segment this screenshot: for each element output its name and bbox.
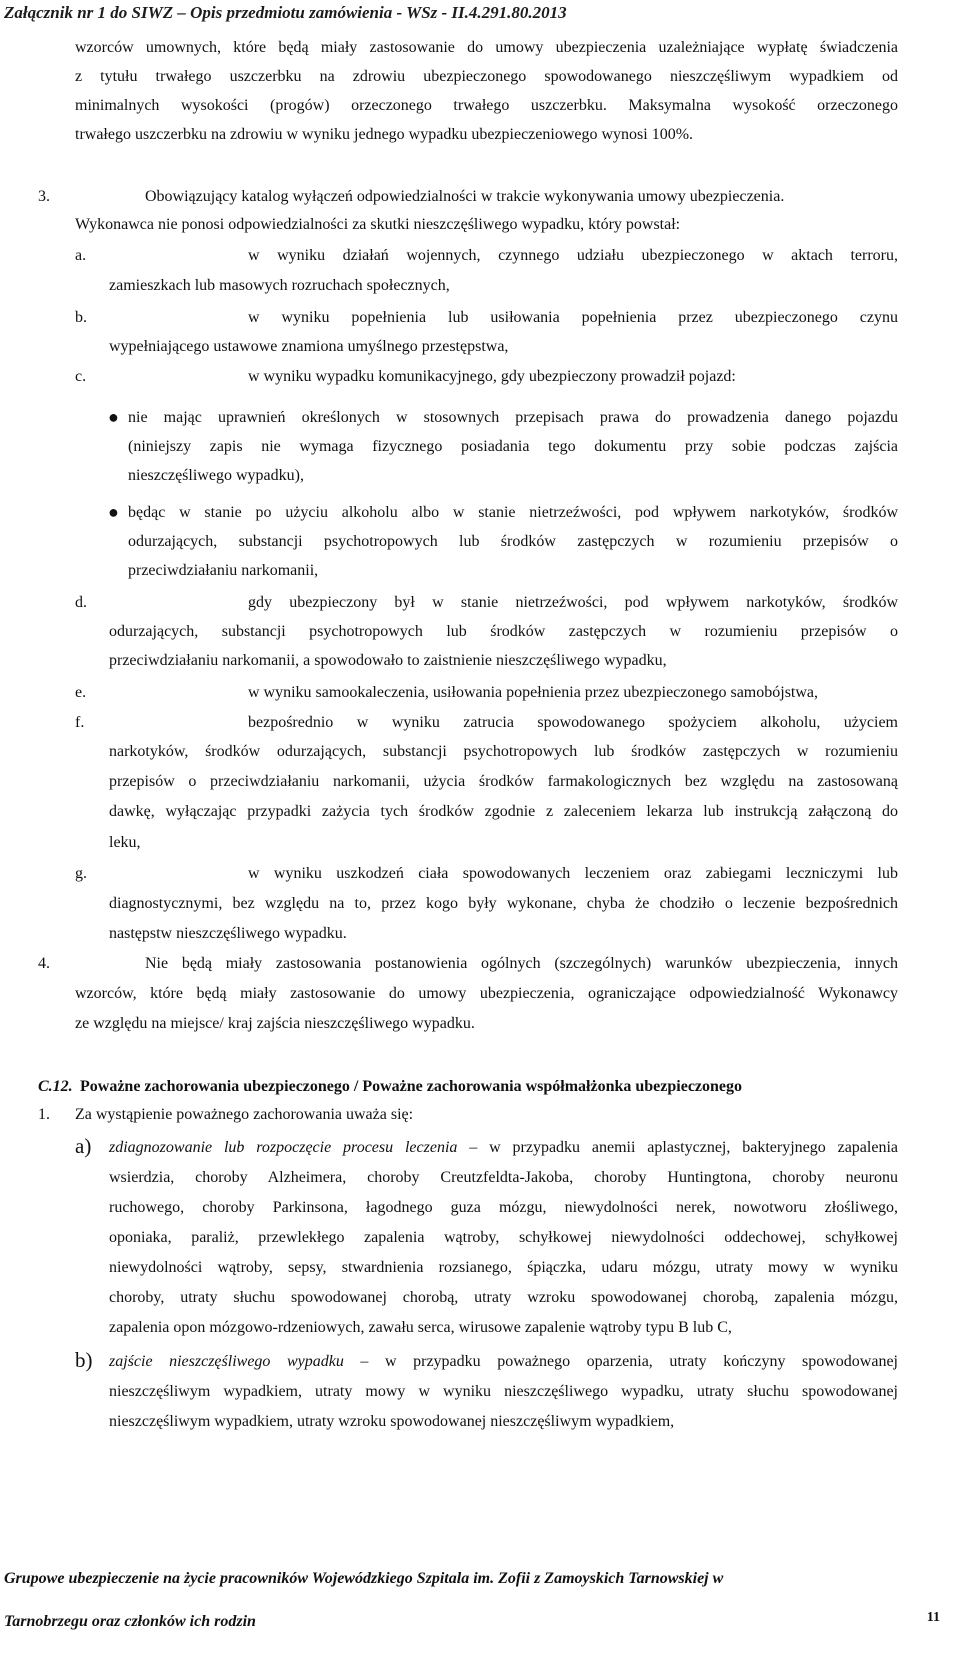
item-c-line-1: w wyniku wypadku komunikacyjnego, gdy ubezpieczony prowadził pojazd:	[248, 368, 736, 385]
c12-item-1-number: 1.	[38, 1106, 50, 1123]
c12-a-line-6: choroby, utraty słuchu spowodowanej chorobą, utraty wzroku spowodowanej chorobą, zapalenia mózgu,	[109, 1289, 898, 1306]
section-4-number: 4.	[38, 955, 50, 972]
item-c-bullet-1-line-2: (niniejszy zapis nie wymaga fizycznego posiadania tego dokumentu przy sobie podczas zajścia	[128, 438, 898, 455]
item-e-line-1: w wyniku samookaleczenia, usiłowania popełnienia przez ubezpieczonego samobójstwa,	[248, 684, 819, 701]
intro-line-1: wzorców umownych, które będą miały zastosowanie do umowy ubezpieczenia uzależniające wypłatę świadczenia	[75, 39, 898, 56]
section-3-number: 3.	[38, 188, 50, 205]
item-b-line-2: wypełniającego ustawowe znamiona umyślnego przestępstwa,	[109, 338, 509, 355]
section-c12-title: Poważne zachorowania ubezpieczonego / Poważne zachorowania współmałżonka ubezpieczonego	[80, 1078, 743, 1095]
item-c-label: c.	[75, 368, 87, 385]
c12-a-line-4: oponiaka, paraliż, przewlekłego zapalenia wątroby, schyłkowej niewydolności oddechowej, schyłkowej	[109, 1229, 898, 1246]
item-c-bullet-2-line-3: przeciwdziałaniu narkomanii,	[128, 562, 319, 579]
footer-line-1: Grupowe ubezpieczenie na życie pracowników Wojewódzkiego Szpitala im. Zofii z Zamoyskich Tarnowskiej w	[4, 1570, 724, 1587]
c12-a-line-5: niewydolności wątroby, sepsy, stwardnienia rozsianego, śpiączka, udaru mózgu, utraty mowy w wyniku	[109, 1259, 898, 1276]
item-f-line-3: przepisów o przeciwdziałaniu narkomanii, użycia środków farmakologicznych bez względu na zastosowaną	[109, 773, 898, 790]
c12-item-1-text: Za wystąpienie poważnego zachorowania uważa się:	[75, 1106, 414, 1123]
item-d-line-2: odurzających, substancji psychotropowych lub środków zastępczych w rozumieniu przepisów o	[109, 623, 898, 640]
section-3-title: Obowiązujący katalog wyłączeń odpowiedzialności w trakcie wykonywania umowy ubezpieczenia.	[145, 188, 785, 205]
item-g-line-1: w wyniku uszkodzeń ciała spowodowanych leczeniem oraz zabiegami leczniczymi lub	[248, 865, 898, 882]
item-g-label: g.	[75, 865, 87, 882]
item-c-bullet-1-line-1: nie mając uprawnień określonych w stosownych przepisach prawa do prowadzenia danego pojazdu	[128, 409, 898, 426]
item-f-label: f.	[75, 714, 85, 731]
item-d-line-1: gdy ubezpieczony był w stanie nietrzeźwości, pod wpływem narkotyków, środków	[248, 594, 898, 611]
item-a-label: a.	[75, 247, 87, 264]
intro-line-2: z tytułu trwałego uszczerbku na zdrowiu ubezpieczonego spowodowanego nieszczęśliwym wypadkiem od	[75, 68, 898, 85]
intro-line-3: minimalnych wysokości (progów) orzeczonego trwałego uszczerbku. Maksymalna wysokość orzeczonego	[75, 97, 898, 114]
c12-a-italic: zdiagnozowanie lub rozpoczęcie procesu leczenia	[109, 1139, 458, 1156]
c12-b-rest: – w przypadku poważnego oparzenia, utraty kończyny spowodowanej	[343, 1353, 898, 1370]
item-a-line-1: w wyniku działań wojennych, czynnego udziału ubezpieczonego w aktach terroru,	[248, 247, 898, 264]
c12-a-line-3: ruchowego, choroby Parkinsona, łagodnego guza mózgu, niewydolności nerek, nowotworu złośliwego,	[109, 1199, 898, 1216]
item-d-line-3: przeciwdziałaniu narkomanii, a spowodowało to zaistnienie nieszczęśliwego wypadku,	[109, 652, 667, 669]
c12-a-label: a)	[75, 1134, 92, 1158]
item-f-line-2: narkotyków, środków odurzających, substancji psychotropowych lub środków zastępczych w rozumieniu	[109, 743, 898, 760]
footer-line-2: Tarnobrzegu oraz członków ich rodzin	[4, 1613, 256, 1630]
item-f-line-5: leku,	[109, 834, 141, 851]
document-header: Załącznik nr 1 do SIWZ – Opis przedmiotu zamówienia - WSz - II.4.291.80.2013	[4, 3, 567, 22]
c12-a-line-2: wsierdzia, choroby Alzheimera, choroby Creutzfeldta-Jakoba, choroby Huntingtona, choroby neuronu	[109, 1169, 898, 1186]
item-f-line-4: dawkę, wyłączając przypadki zażycia tych środków zgodnie z zaleceniem lekarza lub instrukcją załączoną do	[109, 803, 898, 820]
item-b-line-1: w wyniku popełnienia lub usiłowania popełnienia przez ubezpieczonego czynu	[248, 309, 898, 326]
c12-a-rest: – w przypadku anemii aplastycznej, bakteryjnego zapalenia	[457, 1139, 898, 1156]
item-a-line-2: zamieszkach lub masowych rozruchach społecznych,	[109, 277, 450, 294]
c12-b-italic: zajście nieszczęśliwego wypadku	[109, 1353, 344, 1370]
item-c-bullet-1-line-3: nieszczęśliwego wypadku),	[128, 467, 304, 484]
c12-b-line-1	[109, 1352, 898, 1372]
bullet-icon: ●	[108, 407, 119, 427]
item-g-line-2: diagnostycznymi, bez względu na to, przez kogo były wykonane, chyba że chodziło o leczenie bezpośrednich	[109, 895, 898, 912]
c12-b-line-3: nieszczęśliwym wypadkiem, utraty wzroku spowodowanej nieszczęśliwym wypadkiem,	[109, 1413, 675, 1430]
intro-line-4: trwałego uszczerbku na zdrowiu w wyniku jednego wypadku ubezpieczeniowego wynosi 100%.	[75, 126, 694, 143]
item-f-line-1: bezpośrednio w wyniku zatrucia spowodowanego spożyciem alkoholu, użyciem	[248, 714, 898, 731]
item-g-line-3: następstw nieszczęśliwego wypadku.	[109, 925, 347, 942]
section-c12-number: C.12.	[38, 1078, 73, 1095]
c12-a-line-1	[109, 1138, 898, 1158]
c12-b-line-2: nieszczęśliwym wypadkiem, utraty mowy w wyniku nieszczęśliwego wypadku, utraty słuchu spowodowanej	[109, 1383, 898, 1400]
item-e-label: e.	[75, 684, 87, 701]
section-4-line-1: Nie będą miały zastosowania postanowienia ogólnych (szczególnych) warunków ubezpieczenia, innych	[145, 955, 898, 972]
bullet-icon: ●	[108, 502, 119, 522]
item-c-bullet-2-line-1: będąc w stanie po użyciu alkoholu albo w stanie nietrzeźwości, pod wpływem narkotyków, środków	[128, 504, 898, 521]
c12-a-line-7: zapalenia opon mózgowo-rdzeniowych, zawału serca, wirusowe zapalenie wątroby typu B lub C,	[109, 1319, 732, 1336]
item-d-label: d.	[75, 594, 87, 611]
section-3-lead: Wykonawca nie ponosi odpowiedzialności za skutki nieszczęśliwego wypadku, który powstał:	[75, 216, 681, 233]
section-4-line-2: wzorców, które będą miały zastosowanie do umowy ubezpieczenia, ograniczające odpowiedzialność Wykonawcy	[75, 985, 898, 1002]
item-b-label: b.	[75, 309, 87, 326]
section-4-line-3: ze względu na miejsce/ kraj zajścia nieszczęśliwego wypadku.	[75, 1015, 475, 1032]
c12-b-label: b)	[75, 1348, 93, 1372]
page-number: 11	[926, 1610, 940, 1625]
item-c-bullet-2-line-2: odurzających, substancji psychotropowych lub środków zastępczych w rozumieniu przepisów o	[128, 533, 898, 550]
